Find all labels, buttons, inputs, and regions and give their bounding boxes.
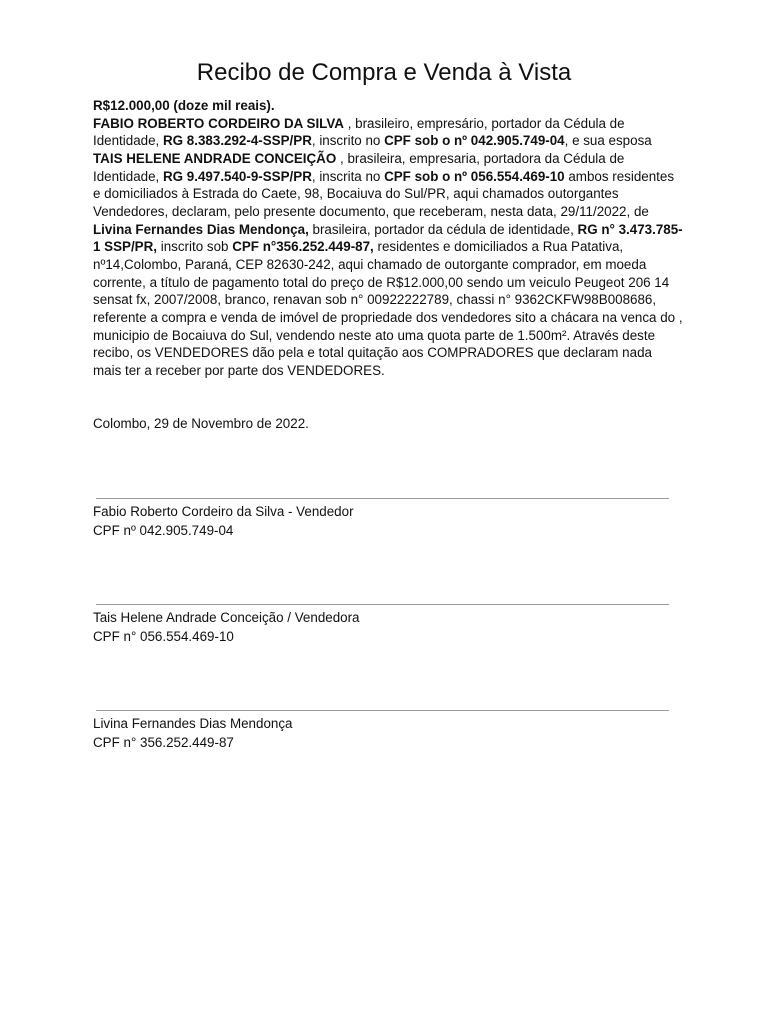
date-line: Colombo, 29 de Novembro de 2022. bbox=[93, 416, 309, 431]
paragraph-segment: inscrito sob bbox=[157, 239, 233, 255]
signatory-name: Livina Fernandes Dias Mendonça bbox=[93, 716, 293, 731]
paragraph-segment: ambos residentes e domiciliados à Estrada do Caete, 98, Bocaiuva do Sul/PR, aqui chamados outorgantes Vendedores, declaram, pelo presente documento, que receberam, nesta data, 29/11/2022, de bbox=[93, 168, 675, 219]
signature-line-2 bbox=[96, 604, 669, 605]
paragraph-segment: residentes e domiciliados a Rua Patativa, nº14,Colombo, Paraná, CEP 82630-242, aqui chamado de outorgante comprador, em moeda corrente, a título de pagamento total do preço de R$12.000,00 sendo um veiculo Peugeot 206 14 sensat fx, 2007/2008, branco, renavan sob n° 00922222789, chassi n° 9362CKFW98B008686, referente a compra e venda de imóvel de propriedade dos vendedores sito a chácara na venca do , municipio de Bocaiuva do Sul, vendendo neste ato uma quota parte de 1.500m². Através deste recibo, os VENDEDORES dão pela e total quitação aos COMPRADORES que declaram nada mais ter a receber por parte dos VENDEDORES. bbox=[93, 239, 683, 378]
signature-block-2 bbox=[93, 609, 360, 646]
signatory-cpf: CPF nº 042.905.749-04 bbox=[93, 522, 234, 538]
paragraph-segment: brasileira, portador da cédula de identidade, bbox=[308, 221, 578, 237]
paragraph-bold-segment: RG 8.383.292-4-SSP/PR bbox=[163, 133, 312, 149]
paragraph-segment: , inscrito no bbox=[311, 133, 385, 149]
signature-block-1 bbox=[93, 503, 354, 540]
receipt-body bbox=[93, 97, 683, 380]
paragraph-segment: , brasileira, empresaria, portadora da Cédula de Identidade, bbox=[93, 150, 625, 184]
paragraph-segment: , inscrita no bbox=[311, 168, 385, 184]
paragraph-bold-segment: FABIO ROBERTO CORDEIRO DA SILVA bbox=[93, 115, 344, 131]
signature-line-3 bbox=[96, 710, 669, 711]
amount-text: R$12.000,00 (doze mil reais). bbox=[93, 98, 275, 113]
signature-line-1 bbox=[96, 498, 669, 499]
document-title: Recibo de Compra e Venda à Vista bbox=[196, 59, 572, 86]
signature-block-3 bbox=[93, 715, 293, 752]
paragraph-bold-segment: CPF sob o nº 042.905.749-04 bbox=[384, 133, 565, 149]
signatory-name: Tais Helene Andrade Conceição / Vendedora bbox=[93, 610, 360, 625]
signatory-name: Fabio Roberto Cordeiro da Silva - Vendedor bbox=[93, 504, 354, 519]
signatory-cpf: CPF n° 356.252.449-87 bbox=[93, 734, 234, 750]
paragraph-segment: , brasileiro, empresário, portador da Cédula de Identidade, bbox=[93, 115, 625, 149]
paragraph-bold-segment: RG 9.497.540-9-SSP/PR bbox=[163, 168, 312, 184]
paragraph-bold-segment: Livina Fernandes Dias Mendonça, bbox=[93, 221, 309, 237]
receipt-paragraph bbox=[93, 115, 683, 380]
amount-line bbox=[93, 97, 683, 115]
paragraph-bold-segment: RG n° 3.473.785-1 SSP/PR, bbox=[93, 221, 683, 255]
paragraph-bold-segment: CPF n°356.252.449-87, bbox=[232, 239, 374, 255]
paragraph-bold-segment: CPF sob o nº 056.554.469-10 bbox=[384, 168, 565, 184]
paragraph-bold-segment: TAIS HELENE ANDRADE CONCEIÇÃO bbox=[93, 150, 337, 166]
signatory-cpf: CPF n° 056.554.469-10 bbox=[93, 628, 234, 644]
paragraph-segment: , e sua esposa bbox=[564, 133, 652, 149]
